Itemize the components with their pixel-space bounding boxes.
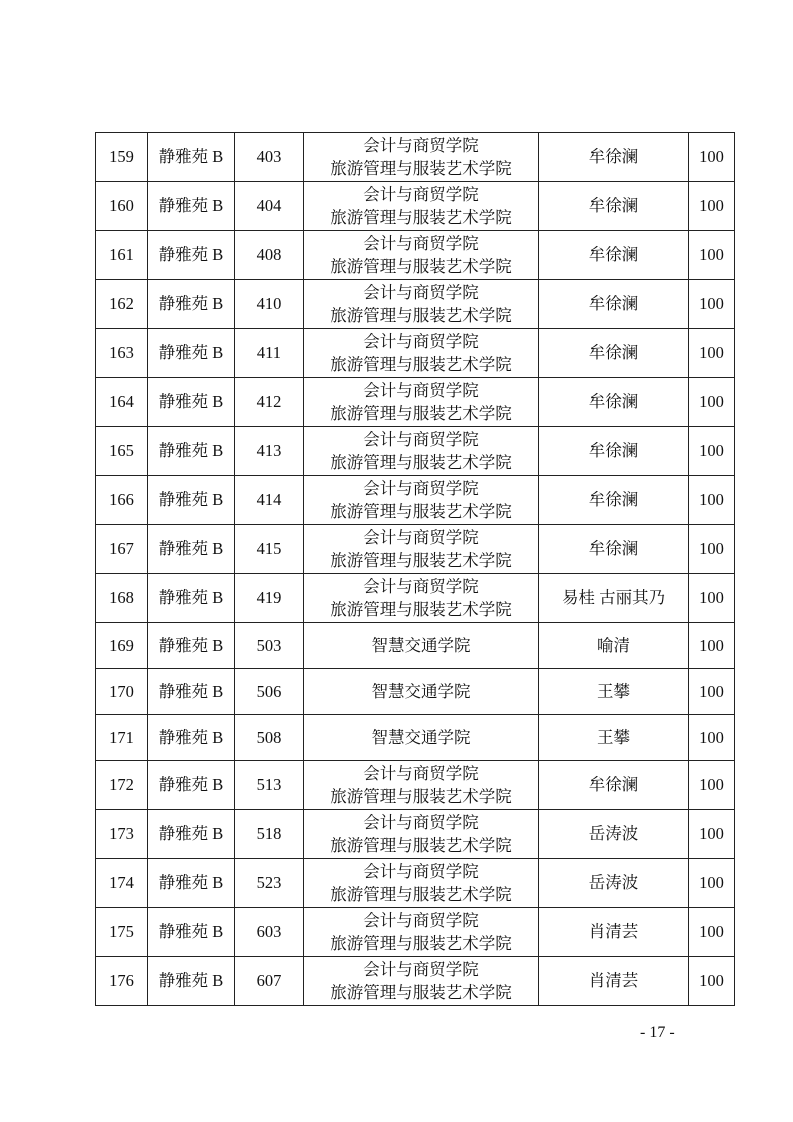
cell-number: 175 [96, 908, 148, 957]
cell-score: 100 [689, 761, 735, 810]
cell-college [304, 427, 539, 476]
cell-number: 167 [96, 525, 148, 574]
cell-number: 161 [96, 231, 148, 280]
college-name: 会计与商贸学院 [363, 528, 479, 547]
college-name: 会计与商贸学院 [363, 577, 479, 596]
cell-person: 易桂 古丽其乃 [539, 574, 689, 623]
cell-number: 171 [96, 715, 148, 761]
cell-building: 静雅苑 B [148, 908, 235, 957]
cell-building: 静雅苑 B [148, 574, 235, 623]
cell-college [304, 280, 539, 329]
table-row [96, 669, 735, 715]
table-row [96, 476, 735, 525]
cell-building: 静雅苑 B [148, 810, 235, 859]
cell-person: 肖清芸 [539, 957, 689, 1006]
cell-person: 牟徐澜 [539, 133, 689, 182]
cell-room: 503 [235, 623, 304, 669]
cell-score: 100 [689, 574, 735, 623]
cell-number: 173 [96, 810, 148, 859]
cell-score: 100 [689, 427, 735, 476]
table-body [96, 133, 735, 1006]
college-name: 旅游管理与服装艺术学院 [330, 836, 512, 855]
college-name: 会计与商贸学院 [363, 234, 479, 253]
cell-room: 403 [235, 133, 304, 182]
table-row [96, 427, 735, 476]
cell-college [304, 378, 539, 427]
cell-number: 172 [96, 761, 148, 810]
college-name: 会计与商贸学院 [363, 813, 479, 832]
cell-person: 王攀 [539, 715, 689, 761]
college-name: 会计与商贸学院 [363, 862, 479, 881]
cell-number: 168 [96, 574, 148, 623]
table-row [96, 957, 735, 1006]
cell-score: 100 [689, 908, 735, 957]
cell-room: 607 [235, 957, 304, 1006]
college-name: 会计与商贸学院 [363, 185, 479, 204]
table-row [96, 908, 735, 957]
college-name: 会计与商贸学院 [363, 960, 479, 979]
cell-person: 岳涛波 [539, 810, 689, 859]
cell-building: 静雅苑 B [148, 280, 235, 329]
college-name: 会计与商贸学院 [363, 136, 479, 155]
cell-room: 506 [235, 669, 304, 715]
cell-college [304, 231, 539, 280]
table-row [96, 378, 735, 427]
cell-person: 岳涛波 [539, 859, 689, 908]
cell-room: 414 [235, 476, 304, 525]
cell-college [304, 715, 539, 761]
college-name: 旅游管理与服装艺术学院 [330, 404, 512, 423]
cell-room: 411 [235, 329, 304, 378]
cell-score: 100 [689, 329, 735, 378]
cell-score: 100 [689, 669, 735, 715]
cell-score: 100 [689, 859, 735, 908]
cell-college [304, 133, 539, 182]
college-name: 旅游管理与服装艺术学院 [330, 453, 512, 472]
table-row [96, 133, 735, 182]
cell-building: 静雅苑 B [148, 957, 235, 1006]
cell-room: 404 [235, 182, 304, 231]
cell-person: 喻清 [539, 623, 689, 669]
cell-room: 419 [235, 574, 304, 623]
cell-college [304, 182, 539, 231]
cell-score: 100 [689, 231, 735, 280]
cell-room: 412 [235, 378, 304, 427]
cell-person: 肖清芸 [539, 908, 689, 957]
college-name: 旅游管理与服装艺术学院 [330, 551, 512, 570]
cell-score: 100 [689, 623, 735, 669]
cell-building: 静雅苑 B [148, 231, 235, 280]
college-name: 旅游管理与服装艺术学院 [330, 885, 512, 904]
cell-number: 170 [96, 669, 148, 715]
cell-college [304, 761, 539, 810]
cell-score: 100 [689, 182, 735, 231]
cell-room: 408 [235, 231, 304, 280]
college-name: 智慧交通学院 [371, 636, 471, 655]
inspection-score-table [95, 132, 735, 1006]
cell-building: 静雅苑 B [148, 859, 235, 908]
cell-room: 523 [235, 859, 304, 908]
cell-room: 603 [235, 908, 304, 957]
cell-college [304, 574, 539, 623]
table-row [96, 761, 735, 810]
college-name: 旅游管理与服装艺术学院 [330, 257, 512, 276]
cell-number: 164 [96, 378, 148, 427]
cell-number: 176 [96, 957, 148, 1006]
table-row [96, 280, 735, 329]
cell-number: 163 [96, 329, 148, 378]
cell-college [304, 908, 539, 957]
cell-person: 牟徐澜 [539, 231, 689, 280]
cell-person: 牟徐澜 [539, 280, 689, 329]
cell-score: 100 [689, 133, 735, 182]
table-row [96, 715, 735, 761]
cell-score: 100 [689, 476, 735, 525]
table-row [96, 859, 735, 908]
cell-number: 174 [96, 859, 148, 908]
college-name: 旅游管理与服装艺术学院 [330, 159, 512, 178]
page-number: - 17 - [640, 1024, 675, 1041]
cell-college [304, 329, 539, 378]
cell-room: 518 [235, 810, 304, 859]
table-row [96, 329, 735, 378]
table-row [96, 525, 735, 574]
table-row [96, 182, 735, 231]
cell-person: 牟徐澜 [539, 525, 689, 574]
cell-number: 165 [96, 427, 148, 476]
cell-college [304, 957, 539, 1006]
cell-number: 160 [96, 182, 148, 231]
cell-score: 100 [689, 715, 735, 761]
cell-score: 100 [689, 378, 735, 427]
table-row [96, 574, 735, 623]
cell-building: 静雅苑 B [148, 525, 235, 574]
college-name: 会计与商贸学院 [363, 430, 479, 449]
cell-building: 静雅苑 B [148, 476, 235, 525]
cell-room: 415 [235, 525, 304, 574]
cell-number: 162 [96, 280, 148, 329]
college-name: 旅游管理与服装艺术学院 [330, 983, 512, 1002]
cell-building: 静雅苑 B [148, 329, 235, 378]
cell-person: 王攀 [539, 669, 689, 715]
cell-building: 静雅苑 B [148, 669, 235, 715]
college-name: 会计与商贸学院 [363, 764, 479, 783]
cell-person: 牟徐澜 [539, 427, 689, 476]
cell-building: 静雅苑 B [148, 623, 235, 669]
cell-college [304, 859, 539, 908]
college-name: 旅游管理与服装艺术学院 [330, 934, 512, 953]
cell-building: 静雅苑 B [148, 378, 235, 427]
college-name: 旅游管理与服装艺术学院 [330, 355, 512, 374]
cell-college [304, 810, 539, 859]
college-name: 会计与商贸学院 [363, 381, 479, 400]
cell-college [304, 623, 539, 669]
cell-building: 静雅苑 B [148, 133, 235, 182]
cell-person: 牟徐澜 [539, 761, 689, 810]
cell-person: 牟徐澜 [539, 378, 689, 427]
college-name: 旅游管理与服装艺术学院 [330, 600, 512, 619]
cell-score: 100 [689, 810, 735, 859]
cell-person: 牟徐澜 [539, 476, 689, 525]
cell-building: 静雅苑 B [148, 182, 235, 231]
college-name: 会计与商贸学院 [363, 911, 479, 930]
cell-college [304, 476, 539, 525]
table-row [96, 810, 735, 859]
college-name: 旅游管理与服装艺术学院 [330, 502, 512, 521]
college-name: 智慧交通学院 [371, 728, 471, 747]
college-name: 旅游管理与服装艺术学院 [330, 306, 512, 325]
cell-college [304, 669, 539, 715]
table-row [96, 623, 735, 669]
cell-person: 牟徐澜 [539, 329, 689, 378]
cell-room: 513 [235, 761, 304, 810]
college-name: 智慧交通学院 [371, 682, 471, 701]
cell-person: 牟徐澜 [539, 182, 689, 231]
cell-building: 静雅苑 B [148, 761, 235, 810]
cell-building: 静雅苑 B [148, 427, 235, 476]
college-name: 旅游管理与服装艺术学院 [330, 787, 512, 806]
college-name: 会计与商贸学院 [363, 332, 479, 351]
college-name: 旅游管理与服装艺术学院 [330, 208, 512, 227]
cell-number: 159 [96, 133, 148, 182]
cell-number: 166 [96, 476, 148, 525]
cell-college [304, 525, 539, 574]
cell-room: 413 [235, 427, 304, 476]
table-row [96, 231, 735, 280]
college-name: 会计与商贸学院 [363, 283, 479, 302]
cell-room: 410 [235, 280, 304, 329]
cell-score: 100 [689, 957, 735, 1006]
cell-building: 静雅苑 B [148, 715, 235, 761]
cell-number: 169 [96, 623, 148, 669]
college-name: 会计与商贸学院 [363, 479, 479, 498]
cell-score: 100 [689, 280, 735, 329]
cell-score: 100 [689, 525, 735, 574]
cell-room: 508 [235, 715, 304, 761]
